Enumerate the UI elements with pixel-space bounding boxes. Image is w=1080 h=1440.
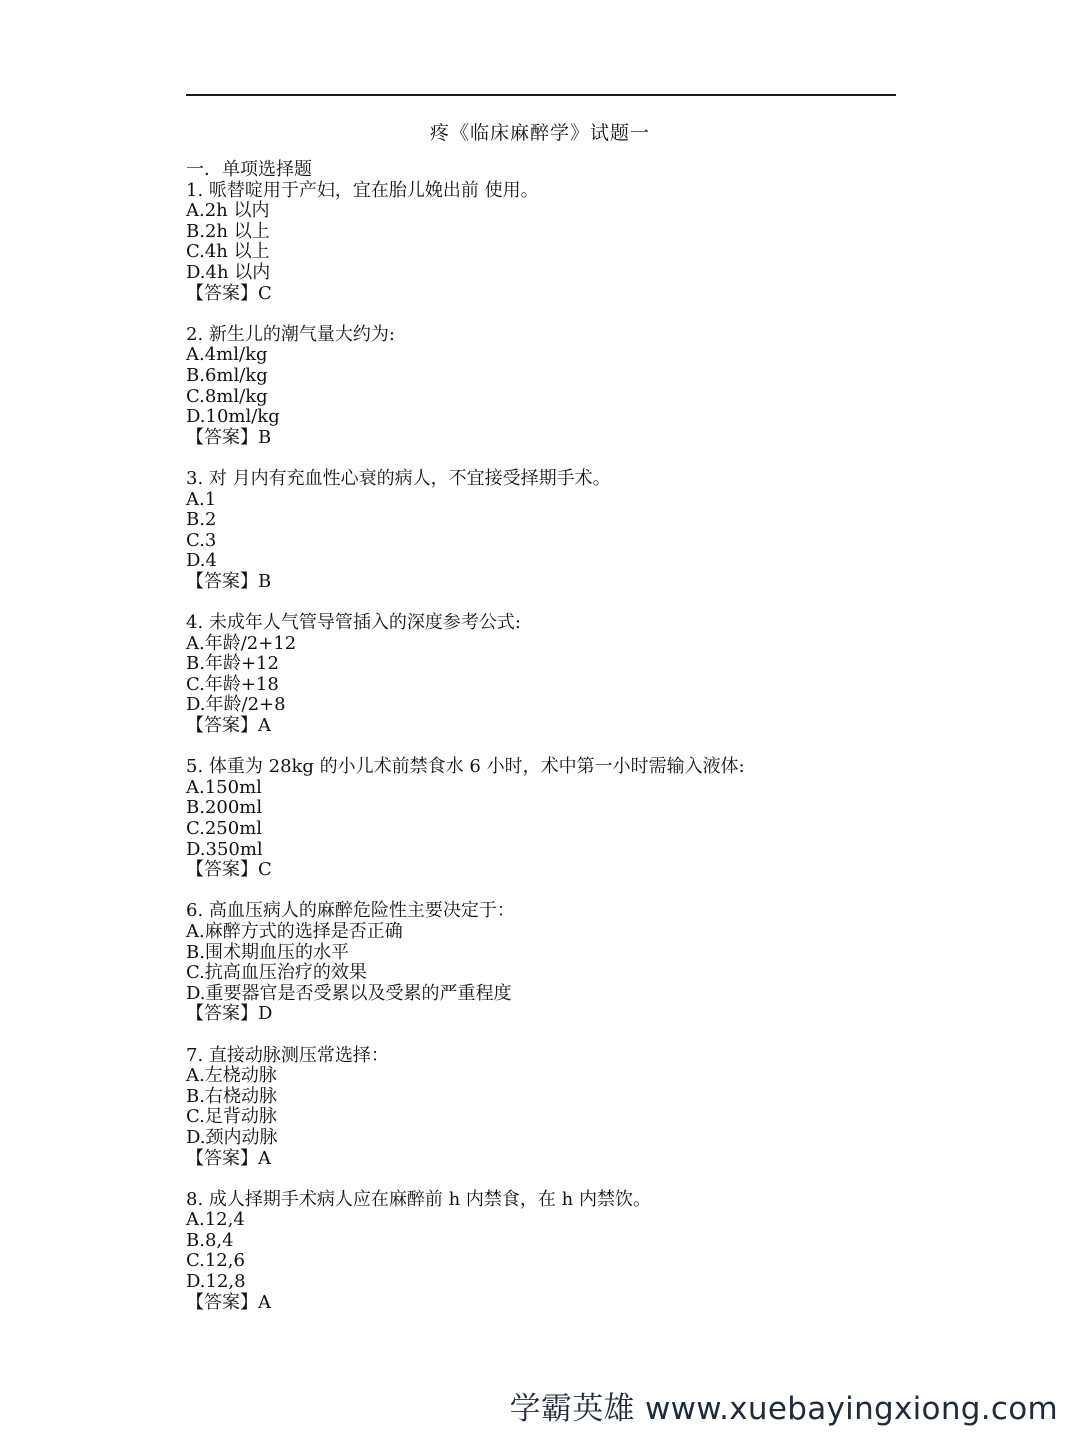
option-a: A.麻醉方式的选择是否正确 (186, 920, 403, 942)
answer: 【答案】D (186, 1003, 273, 1025)
option-b: B.2 (186, 509, 217, 531)
option-a: A.4ml/kg (186, 344, 268, 366)
question-3 (186, 469, 886, 593)
option-d: D.重要器官是否受累以及受累的严重程度 (186, 982, 512, 1004)
option-a: A.年龄/2+12 (186, 632, 297, 654)
option-b: B.右桡动脉 (186, 1085, 277, 1107)
option-d: D.4h 以内 (186, 261, 271, 283)
question-stem: 8. 成人择期手术病人应在麻醉前 h 内禁食，在 h 内禁饮。 (186, 1188, 651, 1210)
question-stem: 1. 哌替啶用于产妇，宜在胎儿娩出前 使用。 (186, 179, 539, 201)
option-c: C.12,6 (186, 1250, 245, 1272)
site-watermark: 学霸英雄 www.xuebayingxiong.com (509, 1391, 1058, 1427)
answer: 【答案】A (186, 1291, 271, 1313)
answer: 【答案】C (186, 859, 272, 881)
question-5 (186, 757, 886, 881)
option-c: C.年龄+18 (186, 673, 279, 695)
option-d: D.4 (186, 550, 217, 572)
question-stem: 2. 新生儿的潮气量大约为: (186, 323, 395, 345)
question-6 (186, 901, 886, 1025)
option-a: A.左桡动脉 (186, 1065, 277, 1087)
option-b: B.围术期血压的水平 (186, 941, 349, 963)
option-d: D.350ml (186, 838, 263, 860)
option-c: C.3 (186, 529, 217, 551)
option-a: A.150ml (186, 776, 262, 798)
option-b: B.2h 以上 (186, 220, 270, 242)
option-d: D.年龄/2+8 (186, 694, 286, 716)
question-1 (186, 181, 886, 305)
question-stem: 5. 体重为 28kg 的小儿术前禁食水 6 小时，术中第一小时需输入液体: (186, 756, 745, 778)
answer: 【答案】B (186, 570, 272, 592)
option-b: B.8,4 (186, 1229, 234, 1251)
document-title: 疼《临床麻醉学》试题一 (429, 122, 650, 144)
question-8 (186, 1190, 886, 1314)
question-4 (186, 613, 886, 737)
answer: 【答案】C (186, 282, 272, 304)
option-a: A.2h 以内 (186, 200, 270, 222)
option-c: C.抗高血压治疗的效果 (186, 962, 367, 984)
option-c: C.4h 以上 (186, 241, 270, 263)
option-c: C.足背动脉 (186, 1106, 277, 1128)
header-rule (186, 94, 896, 96)
answer: 【答案】A (186, 715, 271, 737)
option-a: A.1 (186, 488, 217, 510)
option-d: D.10ml/kg (186, 406, 280, 428)
option-b: B.200ml (186, 797, 263, 819)
question-7 (186, 1046, 886, 1170)
option-c: C.250ml (186, 818, 263, 839)
answer: 【答案】A (186, 1147, 271, 1169)
question-stem: 4. 未成年人气管导管插入的深度参考公式: (186, 612, 521, 634)
option-a: A.12,4 (186, 1209, 245, 1231)
option-b: B.年龄+12 (186, 653, 279, 675)
question-stem: 6. 高血压病人的麻醉危险性主要决定于： (186, 900, 515, 922)
answer: 【答案】B (186, 426, 272, 448)
question-2 (186, 325, 886, 449)
question-stem: 7. 直接动脉测压常选择： (186, 1044, 389, 1066)
option-d: D.颈内动脉 (186, 1126, 278, 1148)
section-heading: 一．单项选择题 (186, 159, 312, 180)
question-stem: 3. 对 月内有充血性心衰的病人，不宜接受择期手术。 (186, 467, 611, 489)
option-b: B.6ml/kg (186, 364, 268, 386)
option-d: D.12,8 (186, 1271, 246, 1293)
option-c: C.8ml/kg (186, 385, 268, 407)
question-list (186, 160, 886, 1334)
